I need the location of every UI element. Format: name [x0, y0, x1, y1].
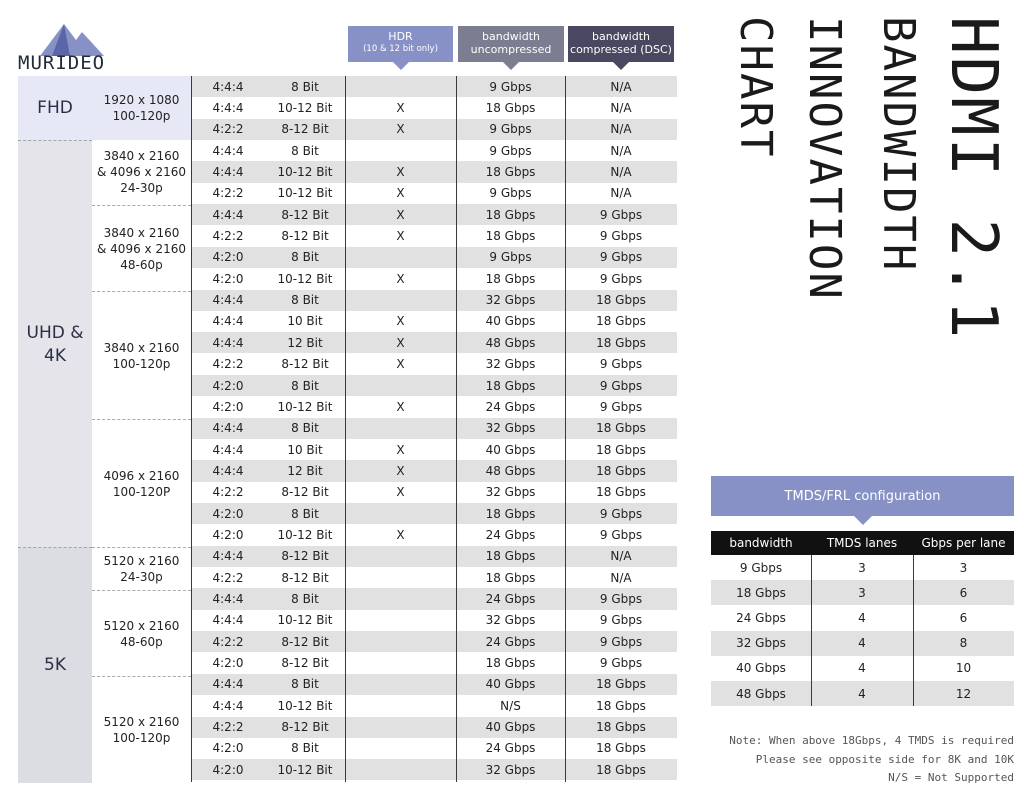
chroma-cell: 4:4:4 [212, 677, 244, 692]
hdr-header-sub: (10 & 12 bit only) [363, 44, 438, 54]
hdr-cell [345, 140, 456, 161]
chroma-cell: 4:2:0 [212, 656, 244, 671]
chroma-cell: 4:4:4 [212, 549, 244, 564]
hdr-header-label: HDR [388, 30, 413, 43]
chroma-cell: 4:2:0 [212, 250, 244, 265]
tmds-bandwidth-cell: 24 Gbps [736, 610, 786, 625]
bit-depth-cell: 8 Bit [291, 143, 319, 158]
chroma-cell: 4:4:4 [212, 613, 244, 628]
bit-depth-cell: 8-12 Bit [281, 634, 329, 649]
tmds-lanes-cell: 3 [858, 560, 866, 575]
chroma-cell: 4:2:2 [212, 720, 244, 735]
title-line-innovation: INNOVATION [799, 16, 850, 301]
table-row [191, 97, 677, 118]
bit-depth-cell: 10-12 Bit [277, 271, 333, 286]
chroma-cell: 4:4:4 [212, 463, 244, 478]
table-row [191, 503, 677, 524]
table-row [191, 76, 677, 97]
uncompressed-cell: 24 Gbps [485, 741, 536, 756]
compressed-cell: 9 Gbps [599, 613, 643, 628]
compressed-cell: 9 Gbps [599, 378, 643, 393]
tmds-column-headers [711, 531, 1014, 555]
table-row [191, 375, 677, 396]
uncompressed-cell: 32 Gbps [485, 421, 536, 436]
bit-depth-cell: 8-12 Bit [281, 720, 329, 735]
compressed-cell: 9 Gbps [599, 506, 643, 521]
table-row [191, 396, 677, 417]
table-divider [345, 76, 346, 782]
tmds-gbps-cell: 10 [955, 661, 972, 676]
tmds-bandwidth-cell: 48 Gbps [736, 686, 786, 701]
hdr-cell [345, 695, 456, 716]
bit-depth-cell: 10-12 Bit [277, 100, 333, 115]
table-row [191, 524, 677, 545]
compressed-cell: N/A [610, 186, 632, 201]
compressed-cell: 18 Gbps [596, 335, 646, 350]
compressed-cell: 9 Gbps [599, 399, 643, 414]
compressed-cell: 9 Gbps [599, 634, 643, 649]
title-line-hdmi: HDMI 2.1 [936, 16, 1010, 341]
chroma-cell: 4:2:0 [212, 527, 244, 542]
chroma-cell: 4:4:4 [212, 592, 244, 607]
table-row [191, 759, 677, 780]
compressed-cell: 9 Gbps [599, 592, 643, 607]
uncompressed-cell: 9 Gbps [489, 143, 532, 158]
bit-depth-cell: 8 Bit [291, 741, 319, 756]
bit-depth-cell: 10-12 Bit [277, 613, 333, 628]
table-row [191, 268, 677, 289]
uncompressed-cell: 18 Gbps [485, 570, 536, 585]
compressed-cell: 9 Gbps [599, 250, 643, 265]
uncompressed-cell: 9 Gbps [489, 79, 532, 94]
uncompressed-cell: 32 Gbps [485, 485, 536, 500]
tmds-lanes-cell: 4 [858, 661, 866, 676]
table-row [191, 460, 677, 481]
hdr-cell: X [396, 527, 405, 542]
bit-depth-cell: 10-12 Bit [277, 399, 333, 414]
bit-depth-cell: 8-12 Bit [281, 207, 329, 222]
uncompressed-header-l1: bandwidth [482, 30, 540, 43]
tmds-gbps-cell: 12 [955, 686, 972, 701]
hdr-cell: X [396, 399, 405, 414]
table-row [191, 588, 677, 609]
uncompressed-cell: 24 Gbps [485, 592, 536, 607]
hdr-cell [345, 652, 456, 673]
compressed-cell: 18 Gbps [596, 293, 646, 308]
table-row [191, 418, 677, 439]
bit-depth-cell: 10 Bit [287, 314, 323, 329]
bit-depth-cell: 10-12 Bit [277, 762, 333, 777]
bit-depth-cell: 10-12 Bit [277, 186, 333, 201]
chroma-cell: 4:4:4 [212, 698, 244, 713]
resolution-cell [92, 291, 191, 419]
hdr-cell: X [396, 463, 405, 478]
tmds-col-gbps-per-lane: Gbps per lane [921, 536, 1006, 550]
tmds-bandwidth-cell: 18 Gbps [736, 585, 786, 600]
resolution-cell [92, 419, 191, 547]
table-row [191, 567, 677, 588]
tmds-lanes-cell: 4 [858, 686, 866, 701]
bit-depth-cell: 10 Bit [287, 442, 323, 457]
uncompressed-cell: 48 Gbps [485, 335, 536, 350]
bit-depth-cell: 8 Bit [291, 592, 319, 607]
tmds-row [711, 555, 1014, 580]
title-line-bandwidth: BANDWIDTH [873, 16, 924, 273]
bit-depth-cell: 8 Bit [291, 506, 319, 521]
resolution-label: 5120 x 2160 24-30p [103, 554, 180, 584]
hdr-cell [345, 290, 456, 311]
resolution-label: 3840 x 2160 & 4096 x 2160 24-30p [97, 149, 186, 195]
chroma-cell: 4:2:2 [212, 122, 244, 137]
uncompressed-cell: 32 Gbps [485, 762, 536, 777]
table-row [191, 332, 677, 353]
chroma-cell: 4:4:4 [212, 143, 244, 158]
hdr-cell [345, 717, 456, 738]
category-5k [18, 547, 92, 783]
chroma-cell: 4:4:4 [212, 293, 244, 308]
table-row [191, 482, 677, 503]
bit-depth-cell: 8 Bit [291, 293, 319, 308]
uncompressed-cell: 24 Gbps [485, 634, 536, 649]
tmds-divider [811, 555, 812, 706]
uncompressed-cell: 40 Gbps [485, 720, 536, 735]
uncompressed-cell: 18 Gbps [485, 100, 536, 115]
resolution-cell [92, 140, 191, 204]
table-divider [191, 76, 192, 782]
tmds-bandwidth-cell: 40 Gbps [736, 661, 786, 676]
table-row [191, 140, 677, 161]
bit-depth-cell: 10-12 Bit [277, 527, 333, 542]
category-label: 5K [44, 655, 66, 675]
resolution-label: 4096 x 2160 100-120P [103, 468, 180, 499]
hdr-cell [345, 375, 456, 396]
uncompressed-cell: 9 Gbps [489, 122, 532, 137]
bit-depth-cell: 8 Bit [291, 79, 319, 94]
tmds-row [711, 656, 1014, 681]
resolution-label: 3840 x 2160 & 4096 x 2160 48-60p [97, 225, 186, 272]
tmds-divider [913, 555, 914, 706]
compressed-column-header [568, 26, 674, 62]
mountain-logo-icon [40, 22, 104, 56]
table-row [191, 546, 677, 567]
chroma-cell: 4:2:0 [212, 271, 244, 286]
tmds-gbps-cell: 8 [959, 636, 968, 651]
resolution-label: 1920 x 1080 100-120p [103, 93, 180, 123]
tmds-gbps-cell: 6 [959, 610, 968, 625]
table-row [191, 717, 677, 738]
chroma-cell: 4:4:4 [212, 314, 244, 329]
tmds-row [711, 580, 1014, 605]
hdr-cell [345, 588, 456, 609]
hdr-cell: X [396, 442, 405, 457]
compressed-cell: 9 Gbps [599, 207, 643, 222]
hdr-cell: X [396, 100, 405, 115]
chroma-cell: 4:4:4 [212, 165, 244, 180]
chroma-cell: 4:2:0 [212, 506, 244, 521]
chroma-cell: 4:4:4 [212, 442, 244, 457]
resolution-cell [92, 676, 191, 782]
compressed-cell: 18 Gbps [596, 741, 646, 756]
table-row [191, 652, 677, 673]
table-row [191, 247, 677, 268]
resolution-cell [92, 547, 191, 590]
category-label: FHD [37, 97, 73, 118]
compressed-cell: N/A [610, 100, 632, 115]
table-row [191, 204, 677, 225]
hdr-cell: X [396, 485, 405, 500]
chroma-cell: 4:2:2 [212, 229, 244, 244]
compressed-cell: N/A [610, 143, 632, 158]
uncompressed-cell: 18 Gbps [485, 207, 536, 222]
chroma-cell: 4:4:4 [212, 100, 244, 115]
compressed-cell: 18 Gbps [596, 314, 646, 329]
chroma-cell: 4:4:4 [212, 79, 244, 94]
compressed-cell: N/A [610, 165, 632, 180]
category-uhd-4k [18, 140, 92, 548]
chroma-cell: 4:2:2 [212, 485, 244, 500]
hdr-column-header [348, 26, 453, 62]
tmds-config-title: TMDS/FRL configuration [784, 488, 941, 504]
resolution-cell [92, 76, 191, 140]
tmds-bandwidth-cell: 32 Gbps [736, 636, 786, 651]
uncompressed-cell: 18 Gbps [485, 656, 536, 671]
bit-depth-cell: 8-12 Bit [281, 485, 329, 500]
uncompressed-cell: 18 Gbps [485, 506, 536, 521]
uncompressed-cell: 32 Gbps [485, 293, 536, 308]
compressed-cell: 9 Gbps [599, 229, 643, 244]
table-divider [456, 76, 457, 782]
uncompressed-cell: 40 Gbps [485, 677, 536, 692]
resolution-label: 5120 x 2160 100-120p [103, 714, 180, 745]
uncompressed-column-header [458, 26, 564, 62]
bit-depth-cell: 12 Bit [287, 463, 323, 478]
tmds-col-bandwidth: bandwidth [729, 536, 793, 550]
chroma-cell: 4:4:4 [212, 421, 244, 436]
resolution-label: 5120 x 2160 48-60p [103, 618, 180, 649]
compressed-cell: 9 Gbps [599, 357, 643, 372]
chroma-cell: 4:2:0 [212, 399, 244, 414]
resolution-cell [92, 590, 191, 676]
table-row [191, 354, 677, 375]
hdr-cell [345, 610, 456, 631]
brand-name: MURIDEO [18, 52, 106, 74]
hdr-cell [345, 674, 456, 695]
chroma-cell: 4:2:2 [212, 186, 244, 201]
uncompressed-cell: 18 Gbps [485, 549, 536, 564]
uncompressed-cell: 24 Gbps [485, 527, 536, 542]
chroma-cell: 4:4:4 [212, 335, 244, 350]
hdr-cell [345, 759, 456, 780]
tmds-row [711, 681, 1014, 706]
table-divider [565, 76, 566, 782]
chroma-cell: 4:2:2 [212, 570, 244, 585]
uncompressed-cell: 9 Gbps [489, 250, 532, 265]
hdr-cell [345, 631, 456, 652]
tmds-lanes-cell: 3 [858, 585, 866, 600]
hdr-cell: X [396, 165, 405, 180]
table-row [191, 439, 677, 460]
table-row [191, 225, 677, 246]
uncompressed-cell: 9 Gbps [489, 186, 532, 201]
hdr-cell [345, 738, 456, 759]
note-line-2: Please see opposite side for 8K and 10K [755, 753, 1014, 766]
compressed-cell: 9 Gbps [599, 656, 643, 671]
tmds-row [711, 605, 1014, 630]
table-row [191, 674, 677, 695]
bit-depth-cell: 8-12 Bit [281, 229, 329, 244]
bit-depth-cell: 10-12 Bit [277, 165, 333, 180]
uncompressed-cell: 32 Gbps [485, 357, 536, 372]
bit-depth-cell: 8 Bit [291, 677, 319, 692]
compressed-cell: 18 Gbps [596, 421, 646, 436]
uncompressed-cell: 18 Gbps [485, 229, 536, 244]
compressed-cell: N/A [610, 122, 632, 137]
compressed-cell: N/A [610, 549, 632, 564]
hdr-cell [345, 247, 456, 268]
chroma-cell: 4:2:0 [212, 741, 244, 756]
resolution-cell [92, 205, 191, 291]
bit-depth-cell: 8-12 Bit [281, 656, 329, 671]
murideo-logo [18, 22, 128, 74]
table-row [191, 738, 677, 759]
uncompressed-cell: N/S [500, 698, 521, 713]
hdr-cell [345, 567, 456, 588]
compressed-header-l1: bandwidth [592, 30, 650, 43]
bit-depth-cell: 8 Bit [291, 250, 319, 265]
hdr-cell: X [396, 314, 405, 329]
title-line-chart: CHART [730, 16, 781, 159]
bit-depth-cell: 8 Bit [291, 378, 319, 393]
bit-depth-cell: 8-12 Bit [281, 549, 329, 564]
compressed-cell: 18 Gbps [596, 485, 646, 500]
tmds-lanes-cell: 4 [858, 610, 866, 625]
category-fhd [18, 76, 92, 140]
resolution-label: 3840 x 2160 100-120p [103, 340, 180, 371]
tmds-bandwidth-cell: 9 Gbps [739, 560, 783, 575]
compressed-cell: N/A [610, 79, 632, 94]
uncompressed-cell: 18 Gbps [485, 271, 536, 286]
chroma-cell: 4:2:0 [212, 378, 244, 393]
hdr-cell: X [396, 335, 405, 350]
table-row [191, 290, 677, 311]
compressed-header-l2: compressed (DSC) [570, 43, 672, 56]
uncompressed-cell: 40 Gbps [485, 314, 536, 329]
tmds-row [711, 631, 1014, 656]
hdr-cell [345, 503, 456, 524]
bit-depth-cell: 10-12 Bit [277, 698, 333, 713]
compressed-cell: 18 Gbps [596, 677, 646, 692]
hdr-cell: X [396, 271, 405, 286]
tmds-col-lanes: TMDS lanes [826, 536, 898, 550]
chroma-cell: 4:2:2 [212, 357, 244, 372]
uncompressed-cell: 32 Gbps [485, 613, 536, 628]
uncompressed-cell: 18 Gbps [485, 378, 536, 393]
chroma-cell: 4:2:0 [212, 762, 244, 777]
table-row [191, 631, 677, 652]
table-row [191, 161, 677, 182]
bit-depth-cell: 8-12 Bit [281, 122, 329, 137]
table-row [191, 695, 677, 716]
compressed-cell: 18 Gbps [596, 442, 646, 457]
hdr-cell [345, 76, 456, 97]
chart-title [724, 16, 1024, 406]
hdr-cell: X [396, 186, 405, 201]
uncompressed-header-l2: uncompressed [470, 43, 552, 56]
note-line-1: Note: When above 18Gbps, 4 TMDS is required [729, 734, 1014, 747]
uncompressed-cell: 18 Gbps [485, 165, 536, 180]
hdr-cell [345, 418, 456, 439]
compressed-cell: 9 Gbps [599, 271, 643, 286]
table-row [191, 119, 677, 140]
uncompressed-cell: 48 Gbps [485, 463, 536, 478]
compressed-cell: N/A [610, 570, 632, 585]
table-row [191, 610, 677, 631]
bit-depth-cell: 8-12 Bit [281, 570, 329, 585]
compressed-cell: 18 Gbps [596, 762, 646, 777]
tmds-gbps-cell: 3 [959, 560, 968, 575]
table-row [191, 183, 677, 204]
bit-depth-cell: 12 Bit [287, 335, 323, 350]
compressed-cell: 18 Gbps [596, 698, 646, 713]
hdr-cell: X [396, 357, 405, 372]
tmds-lanes-cell: 4 [858, 636, 866, 651]
chroma-cell: 4:4:4 [212, 207, 244, 222]
uncompressed-cell: 40 Gbps [485, 442, 536, 457]
tmds-gbps-cell: 6 [959, 585, 968, 600]
tmds-config-header [711, 476, 1014, 516]
compressed-cell: 18 Gbps [596, 463, 646, 478]
bit-depth-cell: 8 Bit [291, 421, 319, 436]
category-label: UHD & 4K [26, 322, 84, 366]
hdr-cell: X [396, 207, 405, 222]
hdr-cell: X [396, 229, 405, 244]
compressed-cell: 9 Gbps [599, 527, 643, 542]
table-row [191, 311, 677, 332]
hdr-cell [345, 546, 456, 567]
bit-depth-cell: 8-12 Bit [281, 357, 329, 372]
chroma-cell: 4:2:2 [212, 634, 244, 649]
hdr-cell: X [396, 122, 405, 137]
uncompressed-cell: 24 Gbps [485, 399, 536, 414]
compressed-cell: 18 Gbps [596, 720, 646, 735]
note-line-3: N/S = Not Supported [888, 771, 1014, 784]
